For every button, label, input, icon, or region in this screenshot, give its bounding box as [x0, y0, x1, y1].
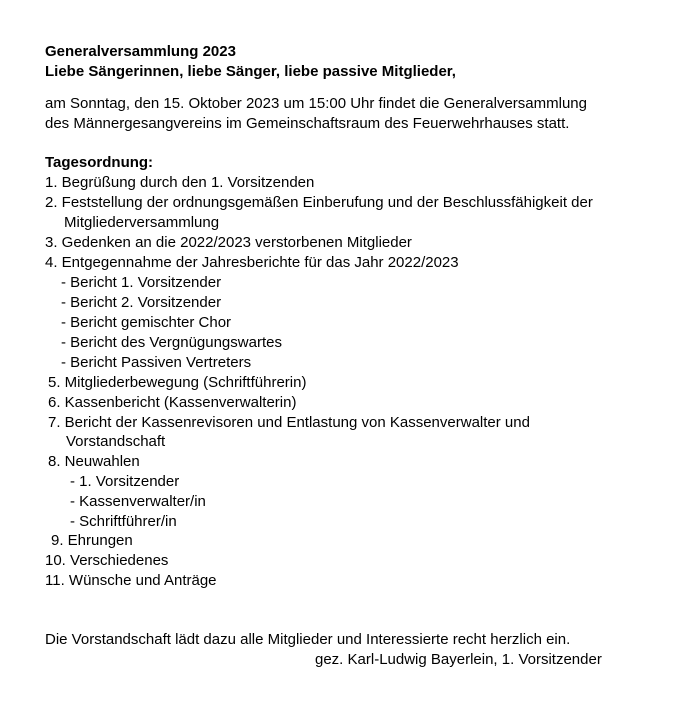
agenda-item: 1. Begrüßung durch den 1. Vorsitzenden — [45, 174, 315, 191]
greeting: Liebe Sängerinnen, liebe Sänger, liebe passive Mitglieder, — [45, 63, 456, 80]
agenda-subitem: - Schriftführer/in — [70, 513, 177, 530]
agenda-subitem: - Bericht 1. Vorsitzender — [61, 274, 222, 291]
agenda-item: 6. Kassenbericht (Kassenverwalterin) — [48, 394, 297, 411]
agenda-heading: Tagesordnung: — [45, 154, 154, 171]
agenda-subitem: - Kassenverwalter/in — [70, 493, 206, 510]
document-title: Generalversammlung 2023 — [45, 43, 236, 60]
agenda-item: 8. Neuwahlen — [48, 453, 140, 470]
signature: gez. Karl-Ludwig Bayerlein, 1. Vorsitzender — [315, 651, 602, 668]
agenda-item-continuation: Vorstandschaft — [66, 433, 166, 450]
agenda-subitem: - 1. Vorsitzender — [70, 473, 180, 490]
agenda-item: 7. Bericht der Kassenrevisoren und Entlastung von Kassenverwalter und — [48, 414, 530, 431]
agenda-item-continuation: Mitgliederversammlung — [64, 214, 220, 231]
agenda-item: 4. Entgegennahme der Jahresberichte für das Jahr 2022/2023 — [45, 254, 459, 271]
agenda-subitem: - Bericht des Vergnügungswartes — [61, 334, 282, 351]
agenda-subitem: - Bericht Passiven Vertreters — [61, 354, 252, 371]
agenda-item: 5. Mitgliederbewegung (Schriftführerin) — [48, 374, 307, 391]
agenda-item: 3. Gedenken an die 2022/2023 verstorbenen Mitglieder — [45, 234, 412, 251]
agenda-subitem: - Bericht gemischter Chor — [61, 314, 232, 331]
agenda-subitem: - Bericht 2. Vorsitzender — [61, 294, 222, 311]
agenda-item: 2. Feststellung der ordnungsgemäßen Einberufung und der Beschlussfähigkeit der — [45, 194, 593, 211]
agenda-item: 10. Verschiedenes — [45, 552, 169, 569]
intro-line: des Männergesangvereins im Gemeinschaftsraum des Feuerwehrhauses statt. — [45, 115, 570, 132]
intro-line: am Sonntag, den 15. Oktober 2023 um 15:00 Uhr findet die Generalversammlung — [45, 95, 587, 112]
closing-text: Die Vorstandschaft lädt dazu alle Mitglieder und Interessierte recht herzlich ein. — [45, 631, 571, 648]
agenda-item: 9. Ehrungen — [51, 532, 133, 549]
agenda-item: 11. Wünsche und Anträge — [45, 572, 217, 589]
